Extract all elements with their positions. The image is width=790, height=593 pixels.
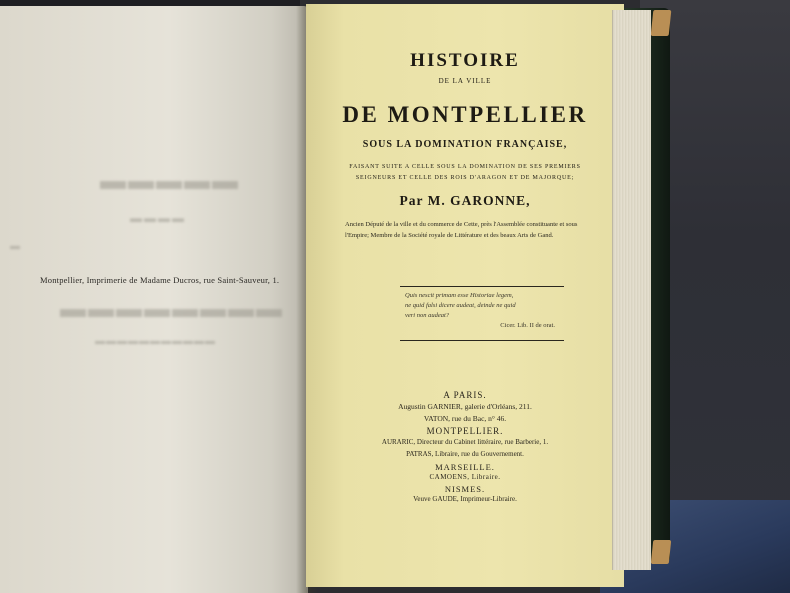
author: Par M. GARONNE, (399, 193, 531, 208)
title-de-la-ville: DE LA VILLE (438, 77, 492, 85)
epigraph-line-1: Quis nescit primam esse Historiae legem, (405, 292, 514, 299)
title-histoire: HISTOIRE (410, 50, 520, 71)
publisher-city-marseille: MARSEILLE. (435, 462, 495, 472)
publisher-patras: PATRAS, Libraire, rue du Gouvernement. (406, 450, 524, 458)
subtitle-note (306, 162, 624, 184)
epigraph-rule-bottom (400, 340, 564, 341)
left-page (0, 6, 308, 593)
epigraph-source: Cicer. Lib. II de orat. (500, 322, 555, 329)
show-through-text: ▬▬▬▬▬ (100, 166, 240, 195)
publisher-garnier: Augustin GARNIER, galerie d'Orléans, 211. (398, 402, 532, 411)
publisher-gaude: Veuve GAUDE, Imprimeur-Libraire. (413, 495, 517, 503)
publisher-city-nismes: NISMES. (444, 484, 486, 494)
publisher-city-paris: A PARIS. (443, 390, 487, 400)
show-through-text: ▬ (10, 241, 22, 252)
publisher-camoens: CAMOENS, Libraire. (429, 473, 501, 481)
cover-corner-top (651, 10, 672, 36)
epigraph (405, 291, 565, 331)
publisher-vaton: VATON, rue du Bac, n° 46. (423, 414, 507, 423)
epigraph-rule-top (400, 286, 564, 287)
show-through-text: ▬▬▬▬ (130, 211, 186, 225)
cover-corner-bottom (651, 540, 672, 564)
publisher-city-montpellier: MONTPELLIER. (426, 426, 504, 436)
show-through-text: ▬▬▬▬▬▬▬▬ (60, 294, 284, 323)
author-bio: Ancien Député de la ville et du commerce de Cette, près l'Assemblée constituante et sous l'Empire; Membre de la Société royale de Littérature et des beaux Arts de Gand. (345, 221, 578, 239)
printer-imprint: Montpellier, Imprimerie de Madame Ducros, rue Saint-Sauveur, 1. (40, 275, 280, 285)
show-through-text: ▬▬▬▬▬▬▬▬▬▬▬ (95, 336, 216, 347)
subtitle: SOUS LA DOMINATION FRANÇAISE, (362, 139, 568, 150)
epigraph-line-3: veri non audeat? (405, 312, 450, 319)
title-de-montpellier: DE MONTPELLIER (342, 102, 588, 127)
publisher-aurabic: AURARIC, Directeur du Cabinet littéraire, rue Barberie, 1. (381, 438, 549, 446)
subtitle-note-line-1: FAISANT SUITE A CELLE SOUS LA DOMINATION DE SES PREMIERS (349, 164, 581, 170)
epigraph-line-2: ne quid falsi dicere audeat, deinde ne quid (405, 302, 516, 309)
subtitle-note-line-2: SEIGNEURS ET CELLE DES ROIS D'ARAGON ET DE MAJORQUE; (355, 175, 575, 181)
